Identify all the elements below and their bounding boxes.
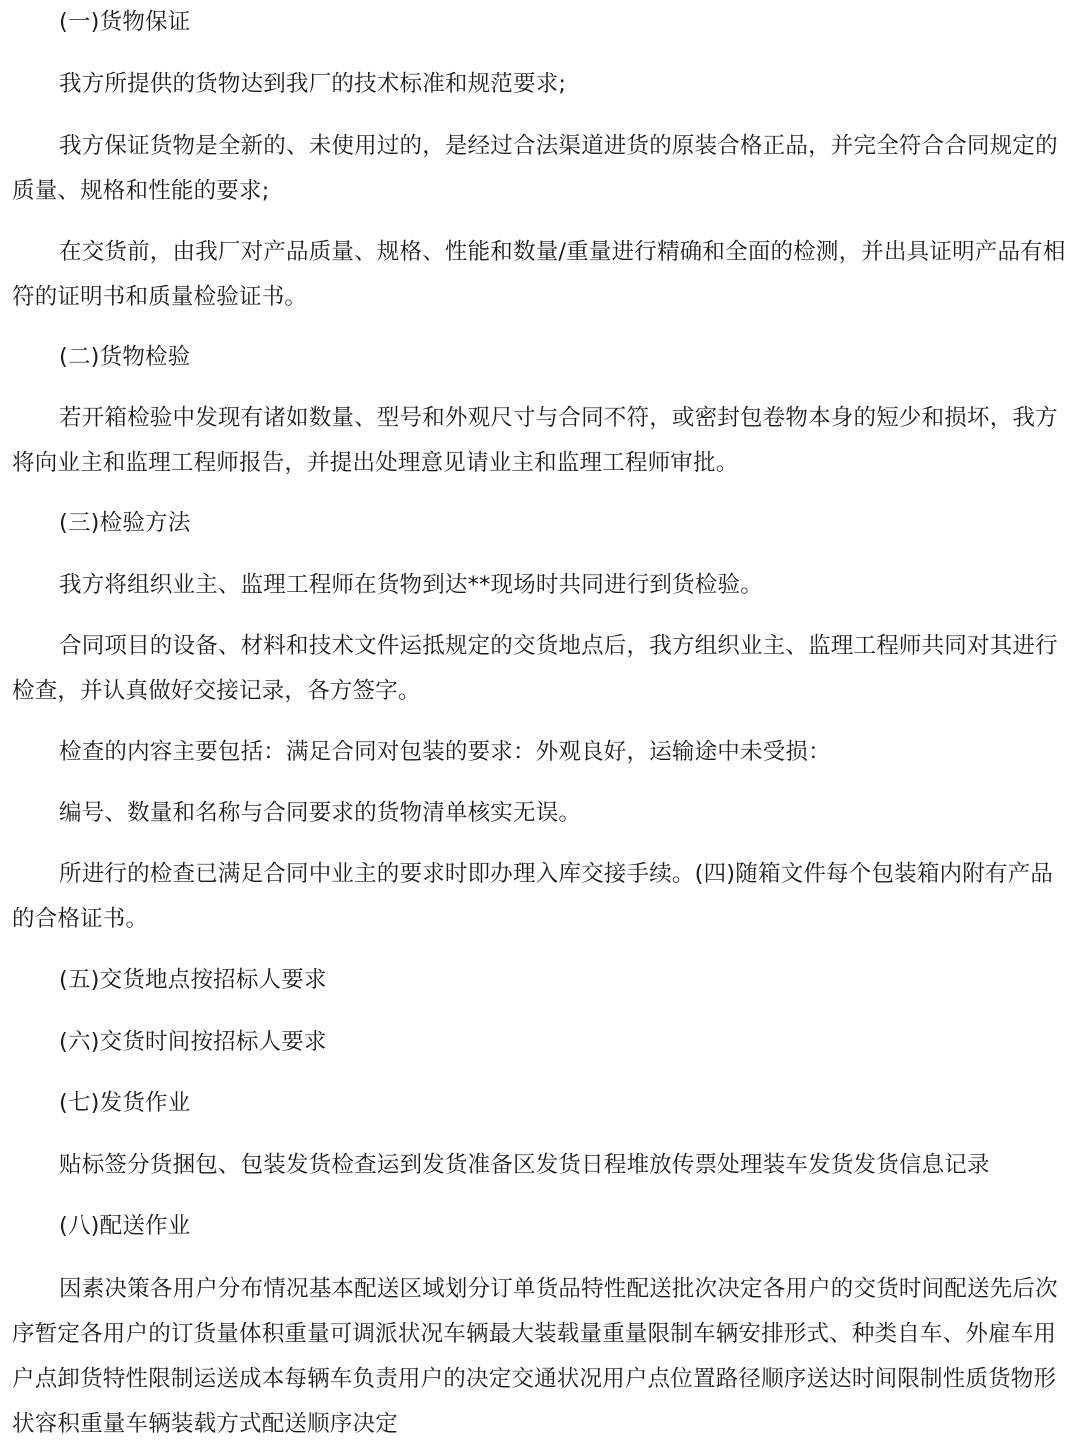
section-heading-7: (七)发货作业	[59, 1090, 191, 1116]
section-heading-6: (六)交货时间按招标人要求	[59, 1029, 327, 1055]
paragraph-11: 因素决策各用户分布情况基本配送区域划分订单货品特性配送批次决定各用户的交货时间配送先后次序暂定各用户的订货量体积重量可调派状况车辆最大装载量重量限制车辆安排形式、种类自车、外雇车用户点卸货特性限制运送成本每辆车负责用户的决定交通状况用户点位置路径顺序送达时间限制性质货物形状容积重量车辆装载方式配送顺序决定	[12, 1276, 1058, 1437]
paragraph-8: 编号、数量和名称与合同要求的货物清单核实无误。	[59, 800, 582, 826]
paragraph-3: 在交货前，由我厂对产品质量、规格、性能和数量/重量进行精确和全面的检测，并出具证明产品有相符的证明书和质量检验证书。	[12, 239, 1066, 310]
paragraph-5: 我方将组织业主、监理工程师在货物到达**现场时共同进行到货检验。	[59, 572, 763, 598]
paragraph-7: 检查的内容主要包括：满足合同对包装的要求：外观良好，运输途中未受损：	[59, 739, 831, 765]
section-heading-1: (一)货物保证	[59, 9, 191, 35]
paragraph-9: 所进行的检查已满足合同中业主的要求时即办理入库交接手续。(四)随箱文件每个包装箱内附有产品的合格证书。	[12, 861, 1054, 932]
section-heading-8: (八)配送作业	[59, 1213, 191, 1239]
paragraph-4: 若开箱检验中发现有诸如数量、型号和外观尺寸与合同不符，或密封包卷物本身的短少和损坏，我方将向业主和监理工程师报告，并提出处理意见请业主和监理工程师审批。	[12, 405, 1058, 476]
paragraph-6: 合同项目的设备、材料和技术文件运抵规定的交货地点后，我方组织业主、监理工程师共同对其进行检查，并认真做好交接记录，各方签字。	[12, 633, 1058, 704]
paragraph-1: 我方所提供的货物达到我厂的技术标准和规范要求;	[59, 71, 567, 97]
section-heading-2: (二)货物检验	[59, 344, 191, 370]
section-heading-3: (三)检验方法	[59, 510, 191, 536]
paragraph-2: 我方保证货物是全新的、未使用过的，是经过合法渠道进货的原装合格正品，并完全符合合同规定的质量、规格和性能的要求;	[12, 133, 1058, 204]
paragraph-10: 贴标签分货捆包、包装发货检查运到发货准备区发货日程堆放传票处理装车发货发货信息记录	[59, 1152, 990, 1178]
section-heading-5: (五)交货地点按招标人要求	[59, 967, 327, 993]
